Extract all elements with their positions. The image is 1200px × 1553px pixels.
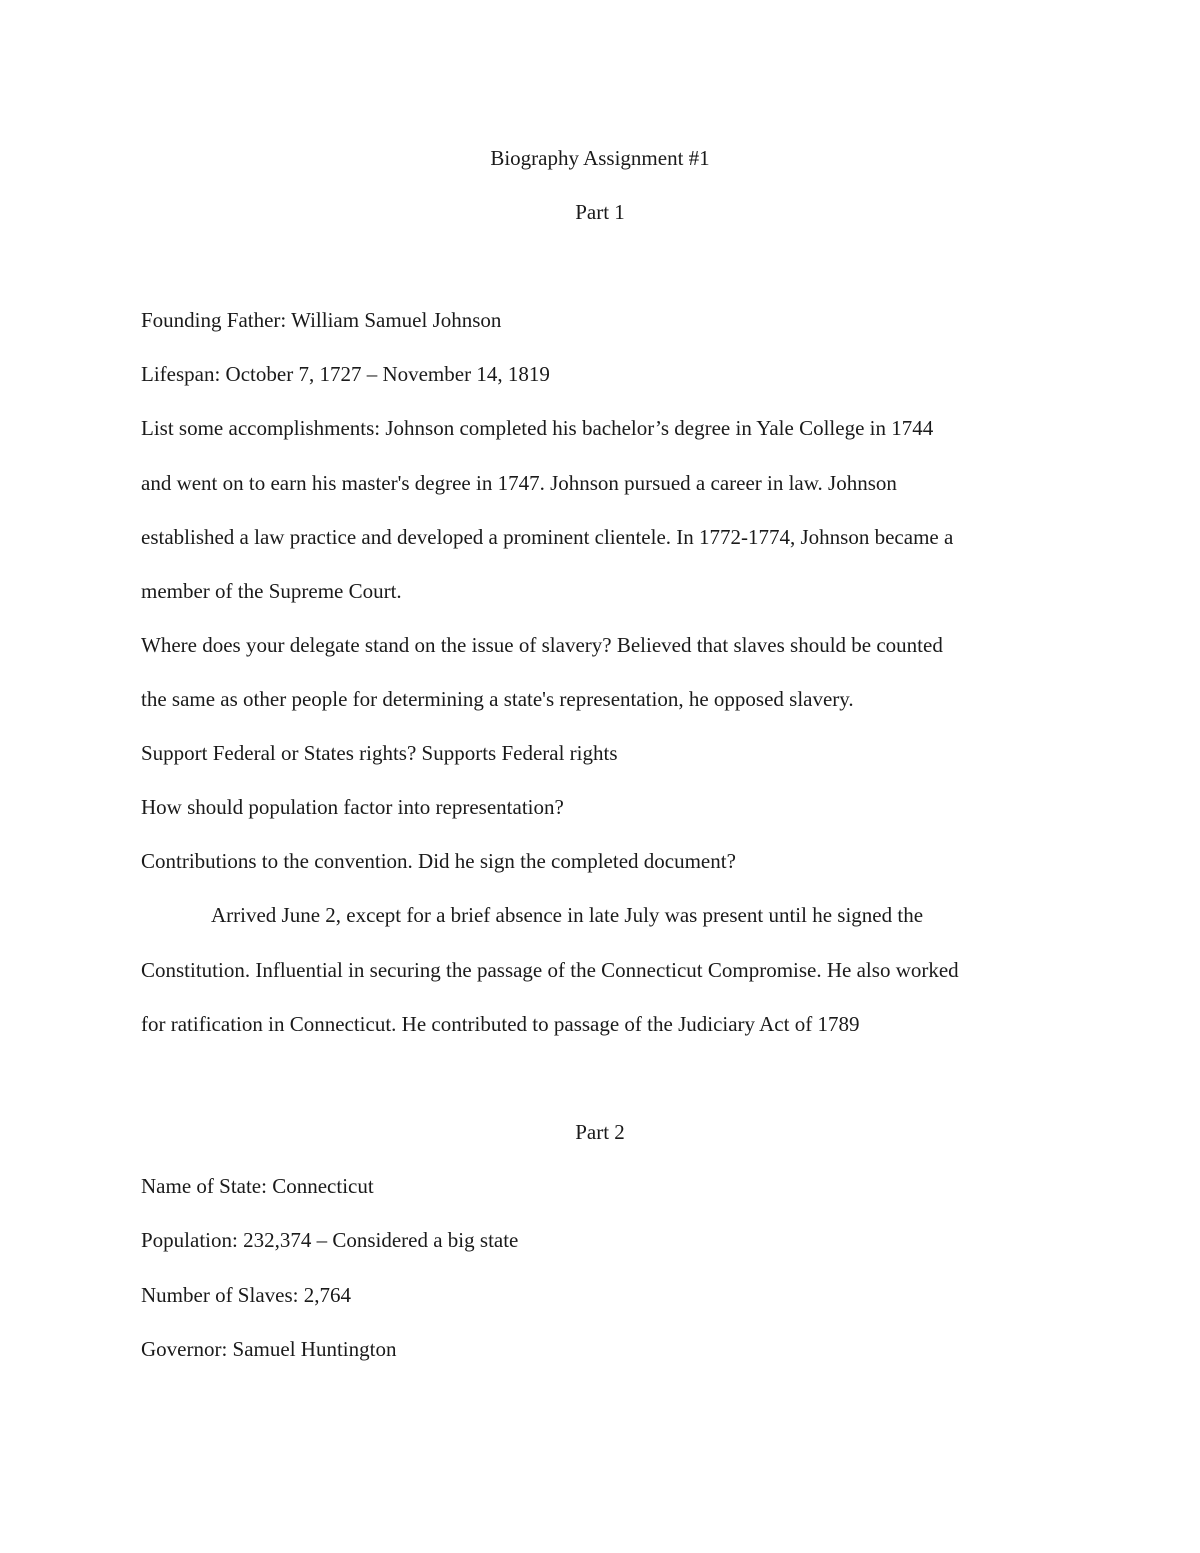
governor-line: Governor: Samuel Huntington xyxy=(141,1337,397,1361)
accomplishments-line-3: established a law practice and developed a prominent clientele. In 1772-1774, Johnson became a xyxy=(141,525,954,549)
contributions-line-3: for ratification in Connecticut. He contributed to passage of the Judiciary Act of 1789 xyxy=(141,1012,860,1036)
slavery-line-1: Where does your delegate stand on the issue of slavery? Believed that slaves should be counted xyxy=(141,633,943,657)
contributions-line-1: Arrived June 2, except for a brief absence in late July was present until he signed the xyxy=(211,903,924,927)
contributions-question-line: Contributions to the convention. Did he sign the completed document? xyxy=(141,849,736,873)
founding-father-line: Founding Father: William Samuel Johnson xyxy=(141,308,502,332)
slaves-line: Number of Slaves: 2,764 xyxy=(141,1283,351,1307)
slavery-line-2: the same as other people for determining a state's representation, he opposed slavery. xyxy=(141,687,854,711)
population-line: Population: 232,374 – Considered a big state xyxy=(141,1228,519,1252)
accomplishments-line-2: and went on to earn his master's degree in 1747. Johnson pursued a career in law. Johnson xyxy=(141,471,897,495)
population-question-line: How should population factor into representation? xyxy=(141,795,564,819)
state-name-line: Name of State: Connecticut xyxy=(141,1174,374,1198)
accomplishments-line-1: List some accomplishments: Johnson completed his bachelor’s degree in Yale College in 1744 xyxy=(141,416,934,440)
document-title: Biography Assignment #1 xyxy=(490,146,710,170)
contributions-line-2: Constitution. Influential in securing the passage of the Connecticut Compromise. He also worked xyxy=(141,958,959,982)
lifespan-line: Lifespan: October 7, 1727 – November 14, 1819 xyxy=(141,362,550,386)
part-1-heading: Part 1 xyxy=(575,200,625,224)
part-2-heading: Part 2 xyxy=(575,1120,625,1144)
accomplishments-line-4: member of the Supreme Court. xyxy=(141,579,402,603)
rights-line: Support Federal or States rights? Supports Federal rights xyxy=(141,741,618,765)
